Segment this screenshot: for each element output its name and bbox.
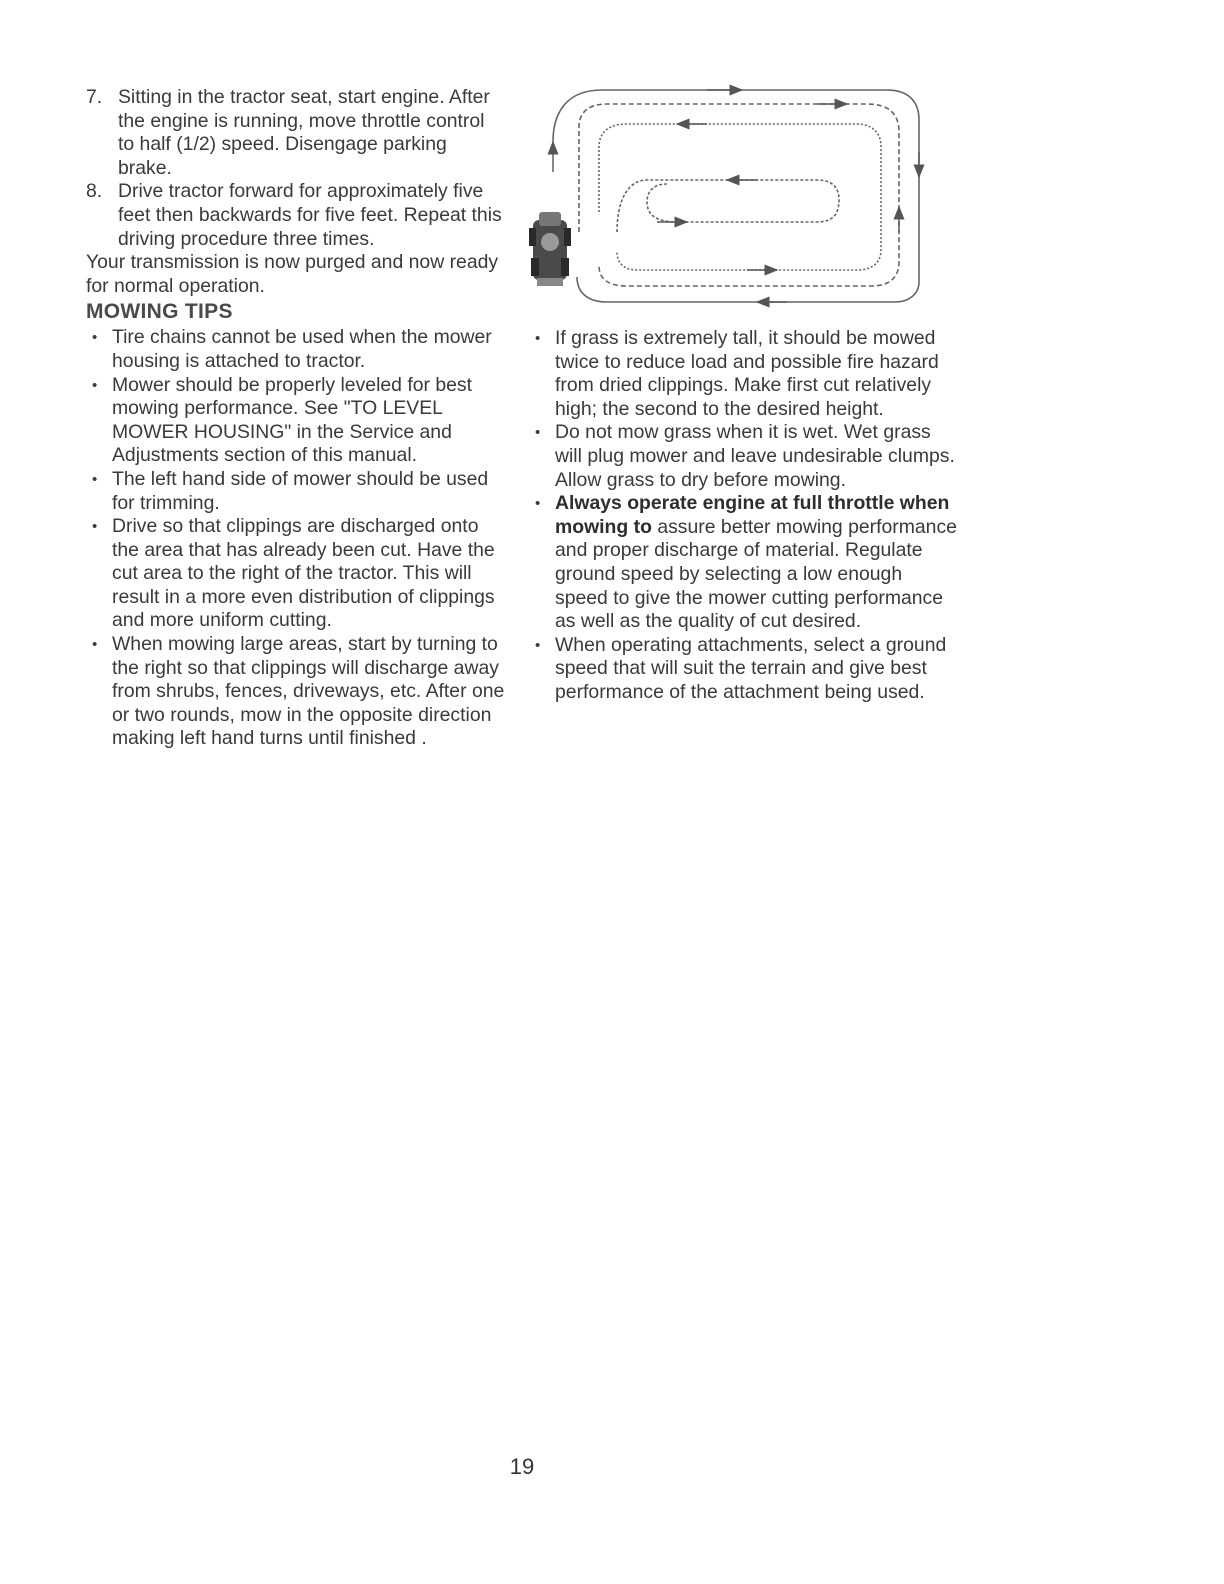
tip-text: When operating attachments, select a ground speed that will suit the terrain and give best performance of the attachment being used. (555, 633, 947, 703)
bullet-icon: • (535, 424, 541, 442)
tip-text: assure better mowing performance and proper discharge of material. Regulate ground speed by selecting a low enough speed to give the mower cutting performance as well as the quality of cut desired. (555, 515, 957, 633)
step-text: Sitting in the tractor seat, start engine. After the engine is running, move throttle control to half (1/2) speed. Disengage parking brake. (118, 86, 490, 179)
list-item (86, 374, 506, 468)
step-number: 8. (86, 180, 103, 203)
step-8 (86, 180, 506, 251)
page-number: 19 (509, 1454, 535, 1479)
list-item (86, 468, 506, 515)
bullet-icon: • (92, 470, 98, 488)
section-heading: MOWING TIPS (86, 300, 233, 324)
bullet-icon: • (535, 495, 541, 513)
tip-text: Mower should be properly leveled for best mowing performance. See "TO LEVEL MOWER HOUSING" in the Service and Adjustments section of this manual. (112, 373, 472, 467)
right-column (529, 327, 959, 705)
list-item (86, 633, 506, 751)
bullet-icon: • (92, 376, 98, 394)
tractor-icon (529, 212, 571, 286)
step-text: Drive tractor forward for approximately five feet then backwards for five feet. Repeat this driving procedure three times. (118, 180, 502, 250)
inner-path (617, 180, 839, 232)
list-item (529, 634, 959, 705)
bullet-icon: • (92, 518, 98, 536)
step-number: 7. (86, 86, 103, 108)
second-path (579, 104, 899, 286)
list-item (86, 515, 506, 633)
bullet-icon: • (535, 330, 541, 347)
tips-list-right (529, 327, 959, 705)
tip-text: When mowing large areas, start by turning to the right so that clippings will discharge away from shrubs, fences, driveways, etc. After one or two rounds, mow in the opposite direction making left hand turns until finished . (112, 633, 505, 750)
list-item (529, 327, 959, 421)
list-item (529, 492, 959, 634)
tip-text: The left hand side of mower should be used for trimming. (112, 467, 489, 514)
mowing-pattern-diagram (527, 82, 945, 312)
bullet-icon: • (92, 636, 98, 654)
list-item (529, 421, 959, 492)
left-column (86, 86, 506, 751)
tip-text: If grass is extremely tall, it should be mowed twice to reduce load and possible fire hazard from dried clippings. Make first cut relatively high; the second to the desired height. (555, 327, 939, 420)
step-7 (86, 86, 506, 180)
purged-note: Your transmission is now purged and now ready for normal operation. (86, 251, 499, 297)
tip-text: Tire chains cannot be used when the mower housing is attached to tractor. (112, 326, 492, 372)
tips-list-left (86, 326, 506, 751)
tip-text: Drive so that clippings are discharged onto the area that has already been cut. Have the cut area to the right of the tractor. This will result in a more even distribution of clippings and more uniform cutting. (112, 515, 495, 632)
bullet-icon: • (92, 329, 98, 347)
tip-bold-lead: Always operate engine at full throttle when mowing to (555, 492, 950, 538)
tip-text: Do not mow grass when it is wet. Wet grass will plug mower and leave undesirable clumps. Allow grass to dry before mowing. (555, 421, 955, 491)
bullet-icon: • (535, 636, 541, 654)
list-item (86, 326, 506, 373)
